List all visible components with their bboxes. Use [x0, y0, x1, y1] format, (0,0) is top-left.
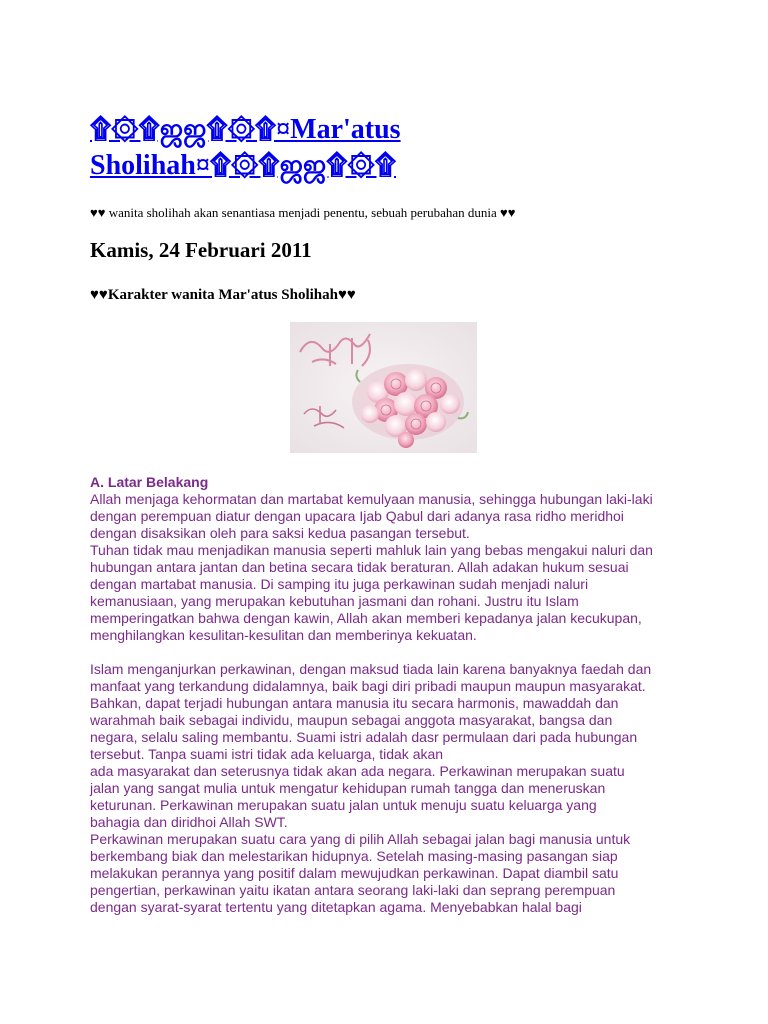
body-line: dengan martabat manusia. Di samping itu juga perkawinan sudah menjadi naluri: [90, 576, 589, 592]
body-line: ada masyarakat dan seterusnya tidak akan ada negara. Perkawinan merupakan suatu: [90, 763, 625, 779]
post-date: Kamis, 24 Februari 2011: [90, 238, 312, 262]
body-line: Perkawinan merupakan suatu cara yang di pilih Allah sebagai jalan bagi manusia untuk: [90, 831, 631, 847]
body-line: Allah menjaga kehormatan dan martabat kemulyaan manusia, sehingga hubungan laki-laki: [90, 491, 653, 507]
blog-title-link[interactable]: [90, 112, 690, 184]
section-heading: A. Latar Belakang: [90, 474, 209, 490]
body-line: keturunan. Perkawinan merupakan suatu jalan untuk menuju suatu keluarga yang: [90, 797, 597, 813]
body-line: manfaat yang terkandung didalamnya, baik bagi diri pribadi maupun maupun masyarakat.: [90, 678, 646, 694]
body-line: tersebut. Tanpa suami istri tidak ada keluarga, tidak akan: [90, 746, 444, 762]
post-image: [290, 322, 477, 453]
blog-title-line-1[interactable]: ۩۞۩ஜஜ۩۞۩¤Mar'atus: [90, 114, 401, 145]
body-line: pengertian, perkawinan yaitu ikatan antara seorang laki-laki dan seprang perempuan: [90, 882, 616, 898]
blog-title-line-2[interactable]: Sholihah¤۩۞۩ஜஜ۩۞۩: [90, 150, 396, 181]
body-line: bahagia dan diridhoi Allah SWT.: [90, 814, 288, 830]
body-line: dengan perempuan diatur dengan upacara Ijab Qabul dari adanya rasa ridho meridhoi: [90, 508, 624, 524]
body-line: memperingatkan bahwa dengan kawin, Allah akan memberi kepadanya jalan kecukupan,: [90, 610, 642, 626]
body-line: melakukan perannya yang positif dalam mewujudkan perkawinan. Dapat diambil satu: [90, 865, 619, 881]
body-line: kemanusiaan, yang merupakan kebutuhan jasmani dan rohani. Justru itu Islam: [90, 593, 579, 609]
paragraph-gap: [90, 644, 680, 661]
body-line: jalan yang sangat mulia untuk mengatur kehidupan rumah tangga dan meneruskan: [90, 780, 606, 796]
body-line: hubungan antara jantan dan betina secara tidak beraturan. Allah adakan hukum sesuai: [90, 559, 629, 575]
body-line: dengan disaksikan oleh para saksi kedua pasangan tersebut.: [90, 525, 470, 541]
body-line: menghilangkan kesulitan-kesulitan dan memberinya kekuatan.: [90, 627, 477, 643]
body-line: negara, selalu saling membantu. Suami istri adalah dasr permulaan dari pada hubungan: [90, 729, 638, 745]
body-line: Tuhan tidak mau menjadikan manusia seperti mahluk lain yang bebas mengakui naluri dan: [90, 542, 653, 558]
post-title: ♥♥Karakter wanita Mar'atus Sholihah♥♥: [90, 287, 356, 303]
body-line: berkembang biak dan melestarikan hidupnya. Setelah masing-masing pasangan siap: [90, 848, 618, 864]
body-line: Bahkan, dapat terjadi hubungan antara manusia itu secara harmonis, mawaddah dan: [90, 695, 619, 711]
body-line: warahmah baik sebagai individu, maupun sebagai anggota masyarakat, bangsa dan: [90, 712, 613, 728]
blog-description: ♥♥ wanita sholihah akan senantiasa menjadi penentu, sebuah perubahan dunia ♥♥: [90, 205, 516, 220]
body-line: Islam menganjurkan perkawinan, dengan maksud tiada lain karena banyaknya faedah dan: [90, 661, 652, 677]
post-body: [90, 474, 680, 916]
body-line: dengan syarat-syarat tertentu yang ditetapkan agama. Menyebabkan halal bagi: [90, 899, 582, 915]
